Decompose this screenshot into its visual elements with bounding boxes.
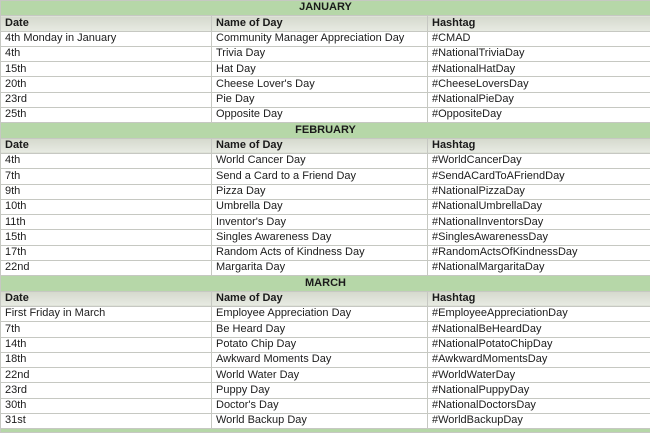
table-row — [1, 383, 650, 398]
cell-name: Margarita Day — [212, 261, 428, 276]
cell-date: 22nd — [1, 261, 212, 276]
cell-date: 7th — [1, 169, 212, 184]
cell-date: 25th — [1, 108, 212, 123]
cell-name: Awkward Moments Day — [212, 352, 428, 367]
column-header-hashtag: Hashtag — [428, 138, 650, 153]
table-row — [1, 306, 650, 321]
table-row — [1, 153, 650, 168]
column-header-date: Date — [1, 138, 212, 153]
cell-name: Opposite Day — [212, 108, 428, 123]
cell-date: 31st — [1, 414, 212, 429]
cell-hashtag: #NationalBeHeardDay — [428, 322, 650, 337]
cell-date: 4th Monday in January — [1, 31, 212, 46]
month-section-row — [1, 276, 650, 291]
cell-name: Send a Card to a Friend Day — [212, 169, 428, 184]
month-section-row — [1, 123, 650, 138]
table-row — [1, 245, 650, 260]
cell-name: World Water Day — [212, 368, 428, 383]
cell-name: World Backup Day — [212, 414, 428, 429]
cell-date: 7th — [1, 322, 212, 337]
cell-name: Trivia Day — [212, 46, 428, 61]
cell-date: 15th — [1, 230, 212, 245]
cell-hashtag: #NationalInventorsDay — [428, 215, 650, 230]
column-header-date: Date — [1, 16, 212, 31]
cell-date: 23rd — [1, 92, 212, 107]
cell-hashtag: #OppositeDay — [428, 108, 650, 123]
column-header-row — [1, 138, 650, 153]
cell-name: Pie Day — [212, 92, 428, 107]
cell-hashtag: #NationalHatDay — [428, 62, 650, 77]
cell-name: Inventor's Day — [212, 215, 428, 230]
table-row — [1, 62, 650, 77]
table-row — [1, 261, 650, 276]
cell-hashtag: #NationalUmbrellaDay — [428, 199, 650, 214]
column-header-name: Name of Day — [212, 16, 428, 31]
cell-date: 10th — [1, 199, 212, 214]
table-row — [1, 184, 650, 199]
table-row — [1, 31, 650, 46]
cell-name: Cheese Lover's Day — [212, 77, 428, 92]
table-row — [1, 215, 650, 230]
month-header-january: JANUARY — [1, 1, 650, 16]
month-header-february: FEBRUARY — [1, 123, 650, 138]
cell-name: Hat Day — [212, 62, 428, 77]
column-header-row — [1, 291, 650, 306]
cell-hashtag: #CMAD — [428, 31, 650, 46]
cell-hashtag: #AwkwardMomentsDay — [428, 352, 650, 367]
cell-date: 9th — [1, 184, 212, 199]
cell-hashtag: #CheeseLoversDay — [428, 77, 650, 92]
table-row — [1, 77, 650, 92]
table-row — [1, 108, 650, 123]
cell-name: Employee Appreciation Day — [212, 306, 428, 321]
cell-date: 20th — [1, 77, 212, 92]
column-header-row — [1, 16, 650, 31]
cell-name: Umbrella Day — [212, 199, 428, 214]
table-row — [1, 337, 650, 352]
next-month-header-partial-cell — [1, 429, 650, 433]
table-row — [1, 352, 650, 367]
cell-date: 23rd — [1, 383, 212, 398]
cell-date: 14th — [1, 337, 212, 352]
cell-date: 22nd — [1, 368, 212, 383]
table-row — [1, 368, 650, 383]
cell-hashtag: #RandomActsOfKindnessDay — [428, 245, 650, 260]
table-row — [1, 92, 650, 107]
table-row — [1, 322, 650, 337]
table-row — [1, 230, 650, 245]
cell-hashtag: #NationalPotatoChipDay — [428, 337, 650, 352]
cell-date: First Friday in March — [1, 306, 212, 321]
cell-name: Potato Chip Day — [212, 337, 428, 352]
cell-hashtag: #WorldCancerDay — [428, 153, 650, 168]
cell-name: Be Heard Day — [212, 322, 428, 337]
cell-name: Puppy Day — [212, 383, 428, 398]
cell-name: Singles Awareness Day — [212, 230, 428, 245]
column-header-hashtag: Hashtag — [428, 16, 650, 31]
cell-hashtag: #NationalTriviaDay — [428, 46, 650, 61]
cell-name: Doctor's Day — [212, 398, 428, 413]
cell-date: 18th — [1, 352, 212, 367]
cell-hashtag: #SinglesAwarenessDay — [428, 230, 650, 245]
table-row — [1, 414, 650, 429]
cell-name: Pizza Day — [212, 184, 428, 199]
cell-date: 17th — [1, 245, 212, 260]
column-header-hashtag: Hashtag — [428, 291, 650, 306]
table-row — [1, 169, 650, 184]
column-header-date: Date — [1, 291, 212, 306]
cell-date: 4th — [1, 153, 212, 168]
column-header-name: Name of Day — [212, 138, 428, 153]
cell-date: 15th — [1, 62, 212, 77]
cell-hashtag: #NationalPieDay — [428, 92, 650, 107]
next-month-header-partial — [1, 429, 650, 433]
cell-hashtag: #WorldBackupDay — [428, 414, 650, 429]
cell-name: Community Manager Appreciation Day — [212, 31, 428, 46]
cell-hashtag: #NationalPizzaDay — [428, 184, 650, 199]
table-row — [1, 199, 650, 214]
cell-date: 30th — [1, 398, 212, 413]
month-section-row — [1, 1, 650, 16]
table-row — [1, 46, 650, 61]
table-row — [1, 398, 650, 413]
cell-date: 4th — [1, 46, 212, 61]
cell-hashtag: #SendACardToAFriendDay — [428, 169, 650, 184]
month-header-march: MARCH — [1, 276, 650, 291]
cell-date: 11th — [1, 215, 212, 230]
cell-hashtag: #NationalDoctorsDay — [428, 398, 650, 413]
cell-hashtag: #WorldWaterDay — [428, 368, 650, 383]
cell-hashtag: #NationalMargaritaDay — [428, 261, 650, 276]
column-header-name: Name of Day — [212, 291, 428, 306]
cell-hashtag: #NationalPuppyDay — [428, 383, 650, 398]
cell-hashtag: #EmployeeAppreciationDay — [428, 306, 650, 321]
cell-name: World Cancer Day — [212, 153, 428, 168]
cell-name: Random Acts of Kindness Day — [212, 245, 428, 260]
